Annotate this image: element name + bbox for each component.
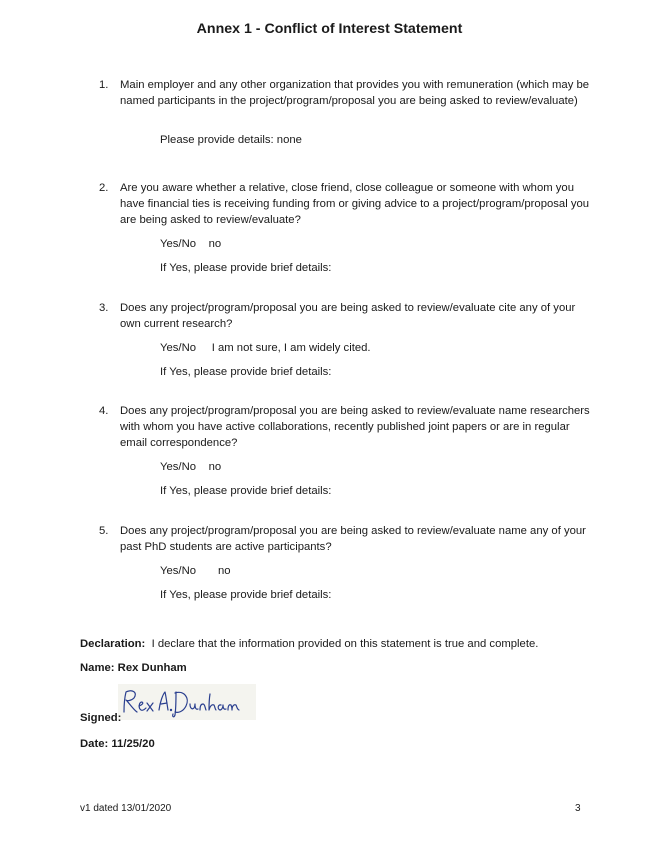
declaration [80,636,600,652]
question-4-yesno: Yes/No no [160,461,222,473]
question-3 [99,300,590,332]
question-1 [99,77,590,109]
name-line: Name: Rex Dunham [80,662,187,674]
question-number: 1. [99,79,109,91]
question-text: Does any project/program/proposal you are being asked to review/evaluate name researchers with whom you have active collaborations, recently published joint papers or are in regular email correspondence? [120,405,590,449]
footer-version: v1 dated 13/01/2020 [80,803,172,814]
question-text: Does any project/program/proposal you are being asked to review/evaluate cite any of your own current research? [120,302,576,330]
declaration-label: Declaration: [80,638,146,650]
question-text: Does any project/program/proposal you are being asked to review/evaluate name any of your past PhD students are active participants? [120,525,586,553]
question-3-details: If Yes, please provide brief details: [160,366,332,378]
question-5-yesno: Yes/No no [160,565,231,577]
question-number: 5. [99,525,109,537]
question-2-details: If Yes, please provide brief details: [160,262,332,274]
page-number: 3 [575,803,581,814]
declaration-text: I declare that the information provided on this statement is true and complete. [145,638,539,650]
question-text: Main employer and any other organization that provides you with remuneration (which may be named participants in the project/program/proposal you are being asked to review/evaluate) [120,79,590,107]
question-2 [99,180,590,228]
question-5 [99,523,590,555]
date-line: Date: 11/25/20 [80,738,155,750]
question-number: 3. [99,302,109,314]
question-3-yesno: Yes/No I am not sure, I am widely cited. [160,342,371,354]
question-2-yesno: Yes/No no [160,238,222,250]
question-1-details: Please provide details: none [160,134,302,146]
question-number: 4. [99,405,109,417]
question-5-details: If Yes, please provide brief details: [160,589,332,601]
question-4 [99,403,590,451]
question-number: 2. [99,182,109,194]
question-text: Are you aware whether a relative, close friend, close colleague or someone with whom you have financial ties is receiving funding from or giving advice to a project/program/proposal you are being asked to review/evaluate? [120,182,590,226]
signed-label: Signed: [80,712,122,724]
document-title: Annex 1 - Conflict of Interest Statement [196,21,463,37]
question-4-details: If Yes, please provide brief details: [160,485,332,497]
